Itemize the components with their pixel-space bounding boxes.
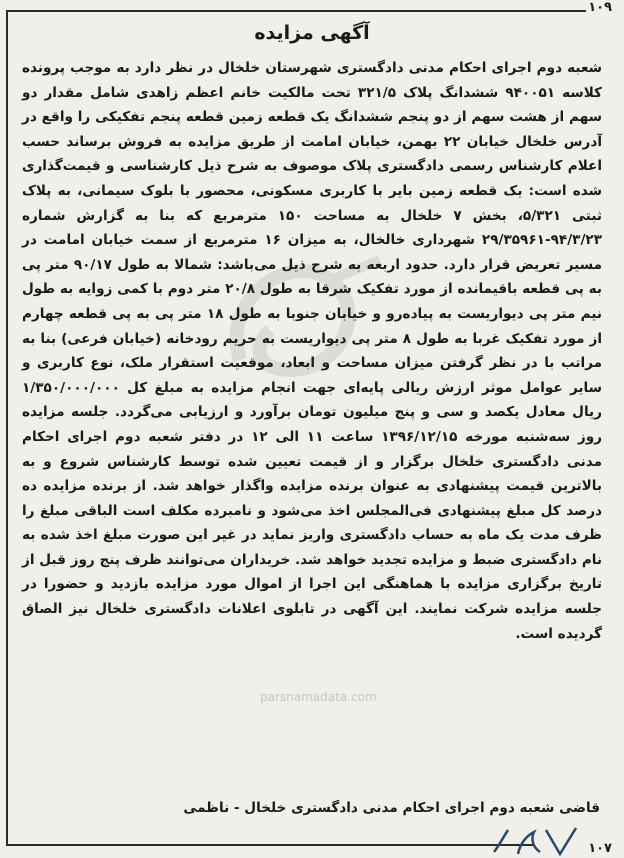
page-number-bottom: ۱۰۷ xyxy=(588,841,612,856)
handwritten-mark-icon xyxy=(490,824,580,858)
notice-body: شعبه دوم اجرای احکام مدنی دادگستری شهرستان خلخال در نظر دارد به موجب پرونده کلاسه ۹۴۰۰۵۱ ششدانگ پلاک ۳۲۱/۵ تحت مالکیت خانم اعظم زاهدی شامل مقدار دو سهم از هشت سهم از دو پنجم ششدانگ یک قطعه زمین قطعه پنجم تفکیکی را واقع در آدرس خلخال خیابان ۲۲ بهمن، خیابان امامت از طریق مزایده به فروش برساند حسب اعلام کارشناس رسمی دادگستری پلاک موصوف به شرح ذیل کارشناسی و قیمت‌گذاری شده است: یک قطعه زمین بایر با کاربری مسکونی، محصور با بلوک سیمانی، به پلاک ثبتی ۵/۳۲۱، بخش ۷ خلخال به مساحت ۱۵۰ مترمربع که بنا به گزارش شماره ۹۴/۳/۲۳-۲۹/۳۵۹۶۱ شهرداری خالخال، به میزان ۱۶ مترمربع از سمت خیابان امامت در مسیر تعریض قرار دارد. حدود اربعه به شرح ذیل می‌باشد: شمالا به طول ۹۰/۱۷ متر پی به پی قطعه باقیمانده از مورد تفکیک شرقا به طول ۲۰/۸ متر دوم با کمی زوایه به طول نیم متر پی دیواریست به پیاده‌رو و خیابان جنوبا به طول ۱۸ متر پی به پی قطعه چهارم از مورد تفکیک غربا به طول ۸ متر پی دیواریست به حریم رودخانه (خیابان فرعی) بنا به مراتب با در نظر گرفتن میزان مساحت و ابعاد، موقعیت استقرار ملک، نوع کاربری و سایر عوامل موثر ارزش ریالی پایه‌ای جهت انجام مزایده به مبلغ کل ۱/۳۵۰/۰۰۰/۰۰۰ ریال معادل یکصد و سی و پنج میلیون تومان برآورد و ارزیابی می‌گردد. جلسه مزایده روز سه‌شنبه مورخه ۱۳۹۶/۱۲/۱۵ ساعت ۱۱ الی ۱۲ در دفتر شعبه دوم اجرای احکام مدنی دادگستری خلخال برگزار و از قیمت تعیین شده توسط کارشناس شروع و به بالاترین قیمت پیشنهادی به عنوان برنده مزایده واگذار خواهد شد. از برنده مزایده ده درصد کل مبلغ پیشنهادی فی‌المجلس اخذ می‌شود و نامبرده مکلف است الباقی مبلغ را ظرف مدت یک ماه به حساب دادگستری واریز نماید در غیر این صورت مبلغ اخذ شده به نام دادگستری ضبط و مزایده تجدید خواهد شد. خریداران می‌توانند ظرف پنج روز قبل از تاریخ برگزاری مزایده با هماهنگی این اجرا از اموال مورد مزایده بازدید و حضورا در جلسه مزایده شرکت نمایند. این آگهی در تابلوی اعلانات دادگستری خلخال نیز الصاق گردیده است. xyxy=(22,60,603,642)
watermark-text: parsnamadata.com xyxy=(260,690,377,704)
bottom-border-rule xyxy=(6,844,534,846)
notice-signature: قاضی شعبه دوم اجرای احکام مدنی دادگستری خلخال - ناظمی xyxy=(183,800,600,816)
page-number-top: ۱۰۹ xyxy=(588,0,612,15)
top-border-rule xyxy=(6,10,610,12)
notice-title: آگهی مزایده xyxy=(254,22,370,44)
left-border-rule xyxy=(6,10,8,846)
